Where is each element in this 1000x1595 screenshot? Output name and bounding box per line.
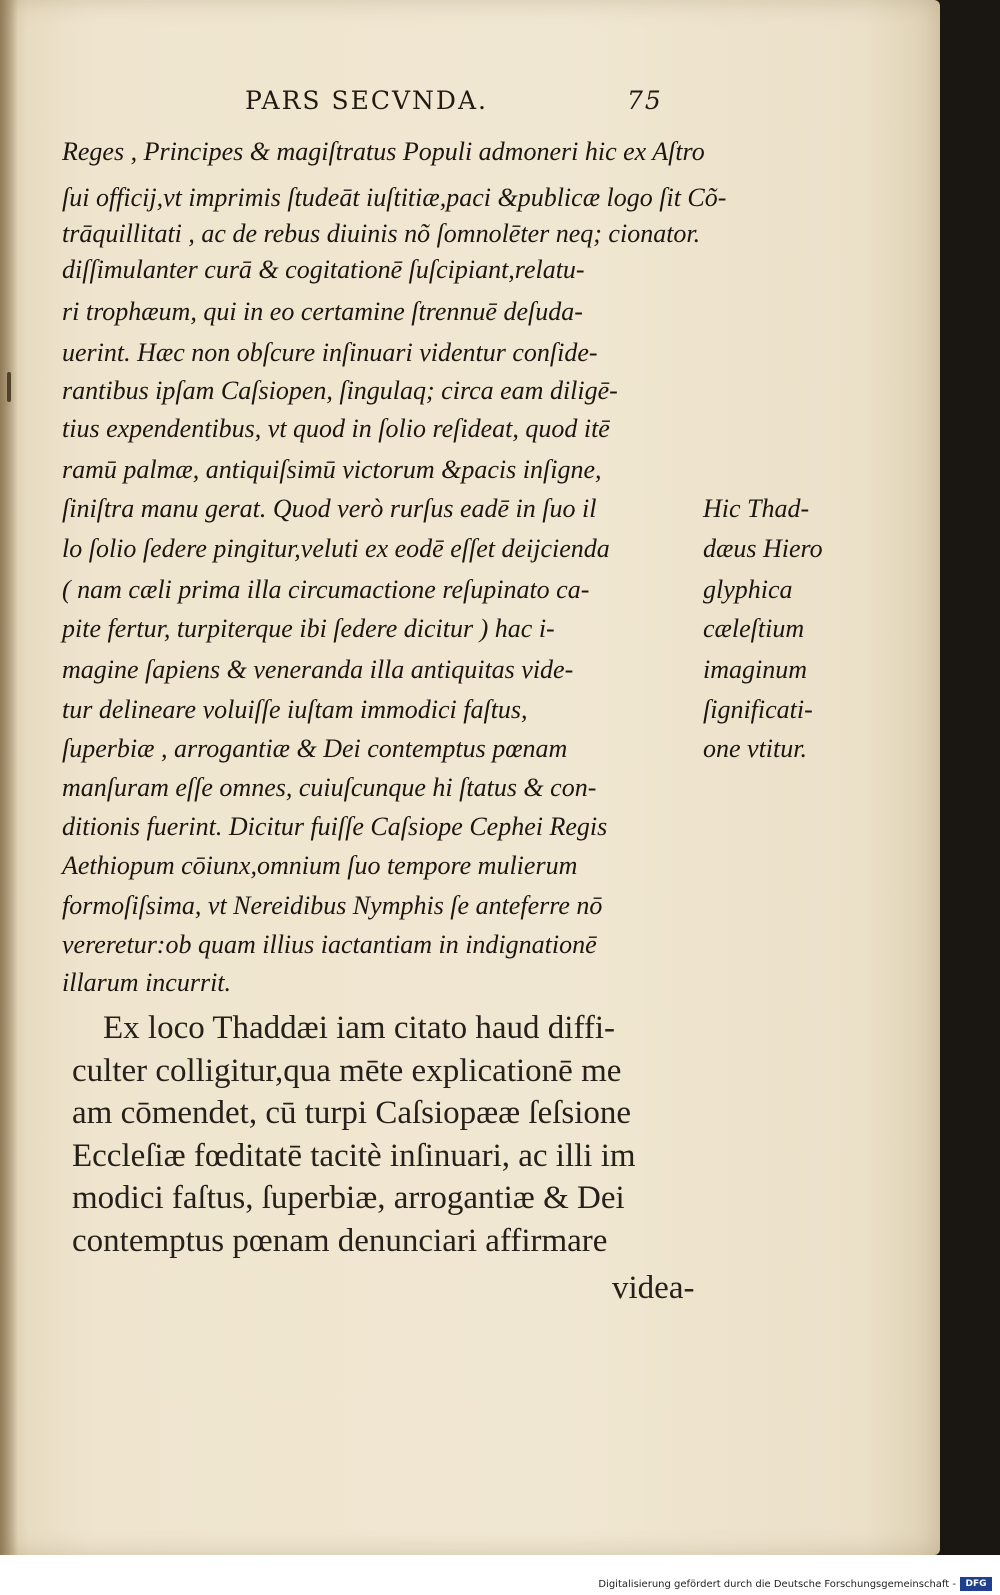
margin-note-line: imaginum — [703, 655, 807, 684]
italic-line: trāquillitati , ac de rebus diuinis nõ ſomnolēter neq; cionator. — [62, 219, 701, 248]
body-line: Eccleſiæ fœditatē tacitè inſinuari, ac illi im — [72, 1138, 636, 1174]
italic-line: ſiniſtra manu gerat. Quod verò rurſus eadē in ſuo il — [62, 494, 597, 523]
italic-line: lo ſolio ſedere pingitur,veluti ex eodē eſſet deijcienda — [62, 534, 610, 563]
margin-ink-mark — [7, 372, 11, 402]
body-line: am cōmendet, cū turpi Caſsiopææ ſeſsione — [72, 1095, 632, 1131]
body-line: culter colligitur,qua mēte explicationē me — [72, 1053, 622, 1089]
body-line: Ex loco Thaddæi iam citato haud diffi- — [103, 1010, 615, 1046]
catchword: videa- — [612, 1270, 695, 1306]
funding-credit: Digitalisierung gefördert durch die Deutsche Forschungsgemeinschaft - — [598, 1579, 956, 1590]
italic-line: ramū palmæ, antiquiſsimū victorum &pacis inſigne, — [62, 455, 602, 484]
italic-line: diſſimulanter curā & cogitationē ſuſcipiant,relatu- — [62, 255, 585, 284]
italic-line: uerint. Hæc non obſcure inſinuari videntur conſide- — [62, 338, 598, 367]
italic-line: tius expendentibus, vt quod in ſolio reſideat, quod itē — [62, 414, 610, 443]
margin-note-line: cæleſtium — [703, 614, 805, 643]
italic-line: illarum incurrit. — [62, 968, 232, 997]
dfg-logo-icon: DFG — [960, 1577, 992, 1591]
running-title: PARS SECVNDA. — [245, 86, 488, 115]
italic-line: ſui officij,vt imprimis ſtudeāt iuſtitiæ,paci &publicæ logo ſit Cõ- — [62, 183, 727, 212]
italic-line: magine ſapiens & veneranda illa antiquitas vide- — [62, 655, 574, 684]
italic-line: manſuram eſſe omnes, cuiuſcunque hi ſtatus & con- — [62, 773, 597, 802]
italic-line: ( nam cæli prima illa circumactione reſupinato ca- — [62, 575, 590, 604]
italic-line: rantibus ipſam Caſsiopen, ſingulaq; circa eam diligē- — [62, 376, 618, 405]
margin-note-line: dæus Hiero — [703, 534, 823, 563]
page-number: 75 — [627, 86, 663, 115]
page-header — [245, 86, 695, 126]
margin-note-line: glyphica — [703, 575, 793, 604]
italic-line: Aethiopum cōiunx,omnium ſuo tempore mulierum — [62, 851, 578, 880]
body-line: modici faſtus, ſuperbiæ, arrogantiæ & Dei — [72, 1180, 625, 1216]
italic-line: Reges , Principes & magiſtratus Populi admoneri hic ex Aſtro — [62, 137, 705, 166]
italic-line: ſuperbiæ , arrogantiæ & Dei contemptus pœnam — [62, 734, 568, 763]
italic-line: pite fertur, turpiterque ibi ſedere dicitur ) hac i- — [62, 614, 555, 643]
margin-note-line: one vtitur. — [703, 734, 807, 763]
italic-line: ditionis fuerint. Dicitur fuiſſe Caſsiope Cephei Regis — [62, 812, 608, 841]
margin-note-line: Hic Thad- — [703, 494, 810, 523]
margin-note-line: ſignificati- — [703, 695, 813, 724]
italic-line: ri trophæum, qui in eo certamine ſtrennuē deſuda- — [62, 297, 583, 326]
italic-line: vereretur:ob quam illius iactantiam in indignationē — [62, 930, 597, 959]
italic-line: formoſiſsima, vt Nereidibus Nymphis ſe anteferre nō — [62, 891, 603, 920]
italic-line: tur delineare voluiſſe iuſtam immodici faſtus, — [62, 695, 528, 724]
body-line: contemptus pœnam denunciari affirmare — [72, 1223, 608, 1259]
spine-shadow — [0, 0, 18, 1555]
